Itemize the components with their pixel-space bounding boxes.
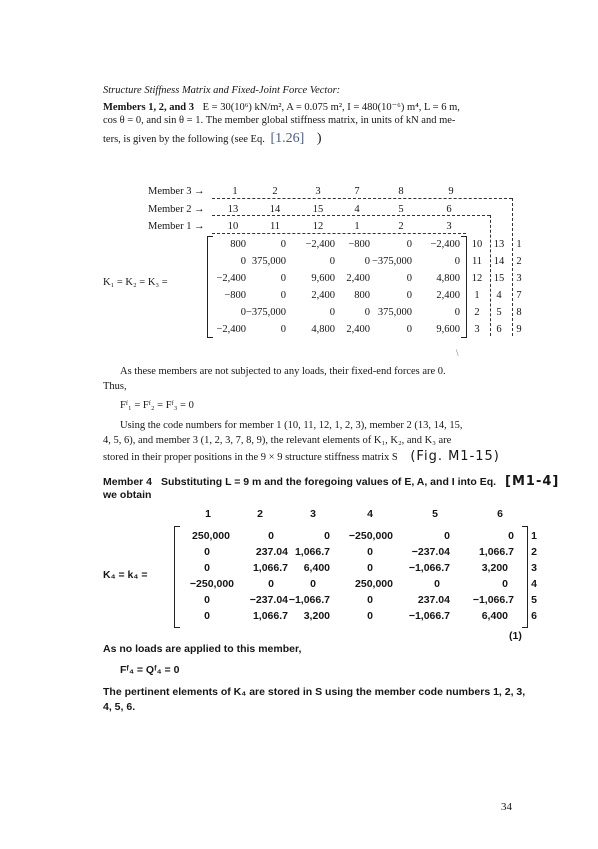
k4-row-code-4: 4 <box>531 578 537 590</box>
k4-r4-c2: 0 <box>268 578 274 590</box>
k4-r6-c6: 6,400 <box>481 610 508 622</box>
matrix4-label: K₄ = k₄ = <box>103 569 148 581</box>
para-thus: Thus, <box>103 381 127 392</box>
member3-dashed-drop <box>512 198 513 336</box>
k4-r6-c5: −1,066.7 <box>408 610 450 622</box>
k4-r3-c6: 3,200 <box>481 562 508 574</box>
rc1-m1: 10 <box>471 239 483 250</box>
k1-r6-c5: 0 <box>406 324 412 335</box>
k4-r2-c1: 0 <box>204 546 210 558</box>
k4-r1-c1: 250,000 <box>192 530 230 542</box>
members-123-label: Members 1, 2, and 3 <box>103 102 194 113</box>
k1-r5-c5: 375,000 <box>377 307 412 318</box>
matrix1-right-bracket <box>461 236 467 338</box>
k4-r6-c3: 3,200 <box>303 610 330 622</box>
equation-number: (1) <box>509 630 522 642</box>
member3-dashed-rule <box>212 198 512 199</box>
k4-r3-c4: 0 <box>367 562 373 574</box>
member3-label: Member 3 → <box>148 186 205 197</box>
code-m2-c4: 4 <box>354 204 360 215</box>
rc1-m2: 13 <box>493 239 505 250</box>
equation-reference-close: ) <box>316 131 322 146</box>
member4-we-obtain: we obtain <box>103 489 152 501</box>
k1-r3-c2: 0 <box>280 273 286 284</box>
k1-r6-c6: 9,600 <box>436 324 460 335</box>
member4-line1 <box>103 474 559 490</box>
para-pertinent-elements-line1: The pertinent elements of K₄ are stored in S using the member code numbers 1, 2, 3, <box>103 686 526 698</box>
k4-r3-c5: −1,066.7 <box>408 562 450 574</box>
fixed-end-forces-member4-equation: Fᶠ₄ = Qᶠ₄ = 0 <box>120 664 180 676</box>
k4-col-code-1: 1 <box>205 508 211 520</box>
k4-r3-c1: 0 <box>204 562 210 574</box>
k4-r6-c4: 0 <box>367 610 373 622</box>
k1-r4-c3: 2,400 <box>311 290 335 301</box>
k4-r2-c6: 1,066.7 <box>478 546 514 558</box>
rc3-m3: 3 <box>516 273 522 284</box>
member4-title: Member 4 <box>103 476 153 488</box>
code-m2-c3: 15 <box>312 204 324 215</box>
k1-r1-c2: 0 <box>280 239 286 250</box>
k4-r2-c4: 0 <box>367 546 373 558</box>
k4-r5-c3: −1,066.7 <box>288 594 330 606</box>
k4-r4-c1: −250,000 <box>189 578 234 590</box>
code-m3-c4: 7 <box>354 186 360 197</box>
members-123-line2: cos θ = 0, and sin θ = 1. The member global stiffness matrix, in units of kN and me- <box>103 115 456 126</box>
code-m3-c5: 8 <box>398 186 404 197</box>
code-m1-c2: 11 <box>269 221 281 232</box>
k4-r1-c4: −250,000 <box>348 530 393 542</box>
code-m3-c3: 3 <box>315 186 321 197</box>
figure-reference-note: (Fig. M1-15) <box>410 449 500 464</box>
equation-reference: [1.26] <box>270 131 305 146</box>
k4-r4-c5: 0 <box>434 578 440 590</box>
member4-text: Substituting L = 9 m and the foregoing values of E, A, and I into Eq. <box>160 476 497 488</box>
k4-r4-c3: 0 <box>310 578 316 590</box>
para-no-loads-member4: As no loads are applied to this member, <box>103 643 302 655</box>
rc2-m3: 2 <box>516 256 522 267</box>
k1-r6-c2: 0 <box>280 324 286 335</box>
k1-r1-c1: 800 <box>230 239 246 250</box>
k4-r5-c2: −237.04 <box>249 594 288 606</box>
rc2-m2: 14 <box>493 256 505 267</box>
member2-dashed-rule <box>212 215 490 216</box>
k4-row-code-1: 1 <box>531 530 537 542</box>
k4-r5-c5: 237.04 <box>417 594 450 606</box>
k4-r2-c3: 1,066.7 <box>294 546 330 558</box>
k4-r2-c2: 237.04 <box>255 546 288 558</box>
code-m3-c1: 1 <box>232 186 238 197</box>
k1-r1-c3: −2,400 <box>305 239 335 250</box>
k1-r5-c3: 0 <box>329 307 335 318</box>
para-code-numbers-line3-text: stored in their proper positions in the 9 × 9 structure stiffness matrix S <box>103 452 398 463</box>
member2-dashed-drop <box>490 215 491 336</box>
k1-r4-c4: 800 <box>354 290 370 301</box>
para-no-loads: As these members are not subjected to any loads, their fixed-end forces are 0. <box>120 366 446 377</box>
member2-label: Member 2 → <box>148 204 205 215</box>
matrix1-label: K₁ = K₂ = K₃ = <box>103 277 168 288</box>
fixed-end-forces-equation: Fᶠ₁ = Fᶠ₂ = Fᶠ₃ = 0 <box>120 400 194 411</box>
page-number: 34 <box>501 801 512 813</box>
k1-r5-c1: 0 <box>240 307 246 318</box>
para-code-numbers-line1: Using the code numbers for member 1 (10, 11, 12, 1, 2, 3), member 2 (13, 14, 15, <box>120 420 463 431</box>
k4-col-code-5: 5 <box>432 508 438 520</box>
rc5-m3: 8 <box>516 307 522 318</box>
k1-r4-c6: 2,400 <box>436 290 460 301</box>
section-heading: Structure Stiffness Matrix and Fixed-Joint Force Vector: <box>103 85 341 96</box>
k4-r1-c3: 0 <box>324 530 330 542</box>
k4-r4-c4: 250,000 <box>355 578 393 590</box>
rc6-m1: 3 <box>474 324 480 335</box>
k1-r2-c5: −375,000 <box>371 256 412 267</box>
k4-r6-c2: 1,066.7 <box>252 610 288 622</box>
para-pertinent-elements-line2: 4, 5, 6. <box>103 701 136 713</box>
rc4-m2: 4 <box>496 290 502 301</box>
member1-dashed-rule <box>212 233 466 234</box>
k1-r1-c5: 0 <box>406 239 412 250</box>
k1-r2-c1: 0 <box>240 256 246 267</box>
rc6-m2: 6 <box>496 324 502 335</box>
rc2-m1: 11 <box>471 256 483 267</box>
k4-r5-c6: −1,066.7 <box>472 594 514 606</box>
k1-r6-c1: −2,400 <box>216 324 246 335</box>
k1-r3-c3: 9,600 <box>311 273 335 284</box>
rc5-m1: 2 <box>474 307 480 318</box>
member1-label: Member 1 → <box>148 221 205 232</box>
code-m2-c1: 13 <box>227 204 239 215</box>
stray-mark: \ <box>456 348 459 358</box>
k1-r4-c5: 0 <box>406 290 412 301</box>
k4-col-code-3: 3 <box>310 508 316 520</box>
rc4-m1: 1 <box>474 290 480 301</box>
k1-r2-c4: 0 <box>364 256 370 267</box>
k1-r2-c3: 0 <box>329 256 335 267</box>
k1-r3-c1: −2,400 <box>216 273 246 284</box>
code-m3-c2: 2 <box>272 186 278 197</box>
k1-r1-c4: −800 <box>348 239 370 250</box>
code-m3-c6: 9 <box>448 186 454 197</box>
code-m2-c5: 5 <box>398 204 404 215</box>
k4-r6-c1: 0 <box>204 610 210 622</box>
members-123-properties: E = 30(10⁶) kN/m², A = 0.075 m², I = 480(10⁻⁶) m⁴, L = 6 m, <box>202 102 460 113</box>
code-m2-c6: 6 <box>446 204 452 215</box>
code-m1-c5: 2 <box>398 221 404 232</box>
rc3-m2: 15 <box>493 273 505 284</box>
k1-r5-c6: 0 <box>454 307 460 318</box>
k4-r1-c5: 0 <box>444 530 450 542</box>
k4-row-code-2: 2 <box>531 546 537 558</box>
k4-col-code-6: 6 <box>497 508 503 520</box>
k4-row-code-3: 3 <box>531 562 537 574</box>
members-123-line3-text: ters, is given by the following (see Eq. <box>103 134 265 145</box>
rc4-m3: 7 <box>516 290 522 301</box>
k1-r3-c6: 4,800 <box>436 273 460 284</box>
k4-r5-c1: 0 <box>204 594 210 606</box>
k1-r3-c4: 2,400 <box>346 273 370 284</box>
rc5-m2: 5 <box>496 307 502 318</box>
members-123-line1 <box>103 101 460 114</box>
k4-r5-c4: 0 <box>367 594 373 606</box>
k4-r3-c3: 6,400 <box>303 562 330 574</box>
k1-r5-c4: 0 <box>364 307 370 318</box>
k1-r2-c6: 0 <box>454 256 460 267</box>
code-m1-c1: 10 <box>227 221 239 232</box>
k4-col-code-4: 4 <box>367 508 373 520</box>
k1-r3-c5: 0 <box>406 273 412 284</box>
k4-row-code-6: 6 <box>531 610 537 622</box>
k4-row-code-5: 5 <box>531 594 537 606</box>
code-m1-c4: 1 <box>354 221 360 232</box>
code-m1-c3: 12 <box>312 221 324 232</box>
para-code-numbers-line3 <box>103 449 500 465</box>
k1-r4-c1: −800 <box>224 290 246 301</box>
k4-r1-c2: 0 <box>268 530 274 542</box>
para-code-numbers-line2: 4, 5, 6), and member 3 (1, 2, 3, 7, 8, 9), the relevant elements of K₁, K₂, and K₃ are <box>103 435 452 446</box>
k4-r2-c5: −237.04 <box>411 546 450 558</box>
k1-r4-c2: 0 <box>280 290 286 301</box>
k1-r2-c2: 375,000 <box>251 256 286 267</box>
code-m2-c2: 14 <box>269 204 281 215</box>
rc6-m3: 9 <box>516 324 522 335</box>
k4-r3-c2: 1,066.7 <box>252 562 288 574</box>
k1-r1-c6: −2,400 <box>430 239 460 250</box>
k1-r6-c4: 2,400 <box>346 324 370 335</box>
k1-r5-c2: −375,000 <box>245 307 286 318</box>
k4-r1-c6: 0 <box>508 530 514 542</box>
k1-r6-c3: 4,800 <box>311 324 335 335</box>
members-123-line3 <box>103 130 322 148</box>
rc3-m1: 12 <box>471 273 483 284</box>
k4-col-code-2: 2 <box>257 508 263 520</box>
code-m1-c6: 3 <box>446 221 452 232</box>
k4-r4-c6: 0 <box>502 578 508 590</box>
member4-equation-note: [M1-4] <box>505 474 560 489</box>
rc1-m3: 1 <box>516 239 522 250</box>
